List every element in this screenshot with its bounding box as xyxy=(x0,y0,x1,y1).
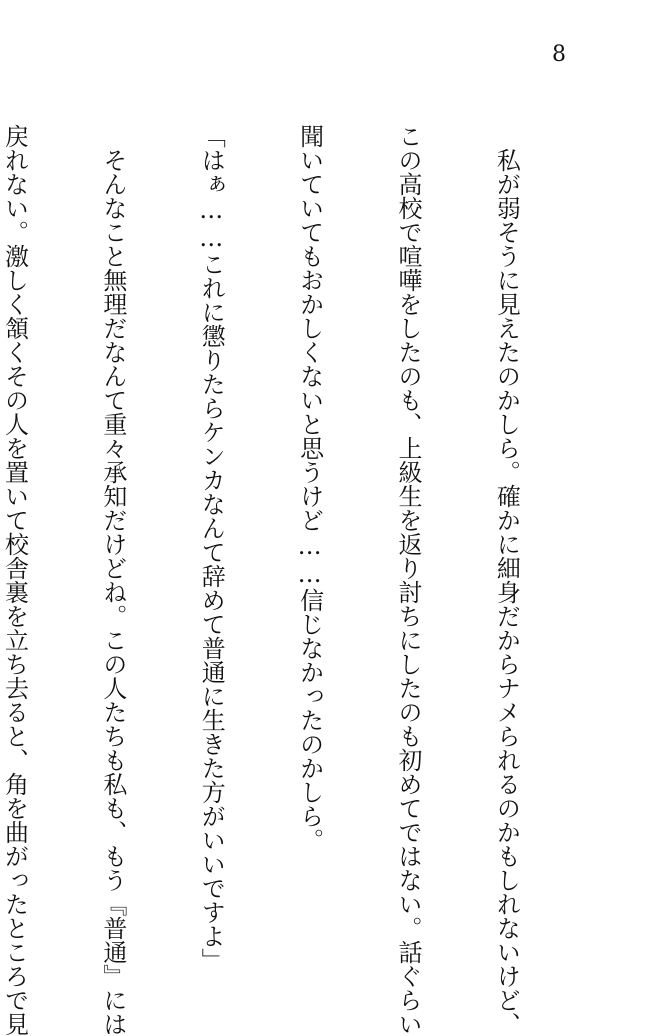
text-line: 「はぁ……これに懲りたらケンカなんて辞めて普通に生きた方がいいですよ」 xyxy=(197,124,226,972)
text-line: 私が弱そうに見えたのかしら。確かに細身だからナメられるのかもしれないけど、 xyxy=(492,124,521,1036)
text-line: 戻れない。激しく頷くその人を置いて校舎裏を立ち去ると、角を曲がったところで見 xyxy=(0,124,29,1036)
body-text xyxy=(0,124,588,1036)
text-line: そんなこと無理だなんて重々承知だけどね。この人たちも私も、もう『普通』には xyxy=(98,124,127,1036)
page-number: 8 xyxy=(552,42,566,67)
text-line: この高校で喧嘩をしたのも、上級生を返り討ちにしたのも初めてではない。話ぐらい xyxy=(394,124,423,1036)
text-line: 聞いていてもおかしくないと思うけど……信じなかったのかしら。 xyxy=(295,124,324,852)
